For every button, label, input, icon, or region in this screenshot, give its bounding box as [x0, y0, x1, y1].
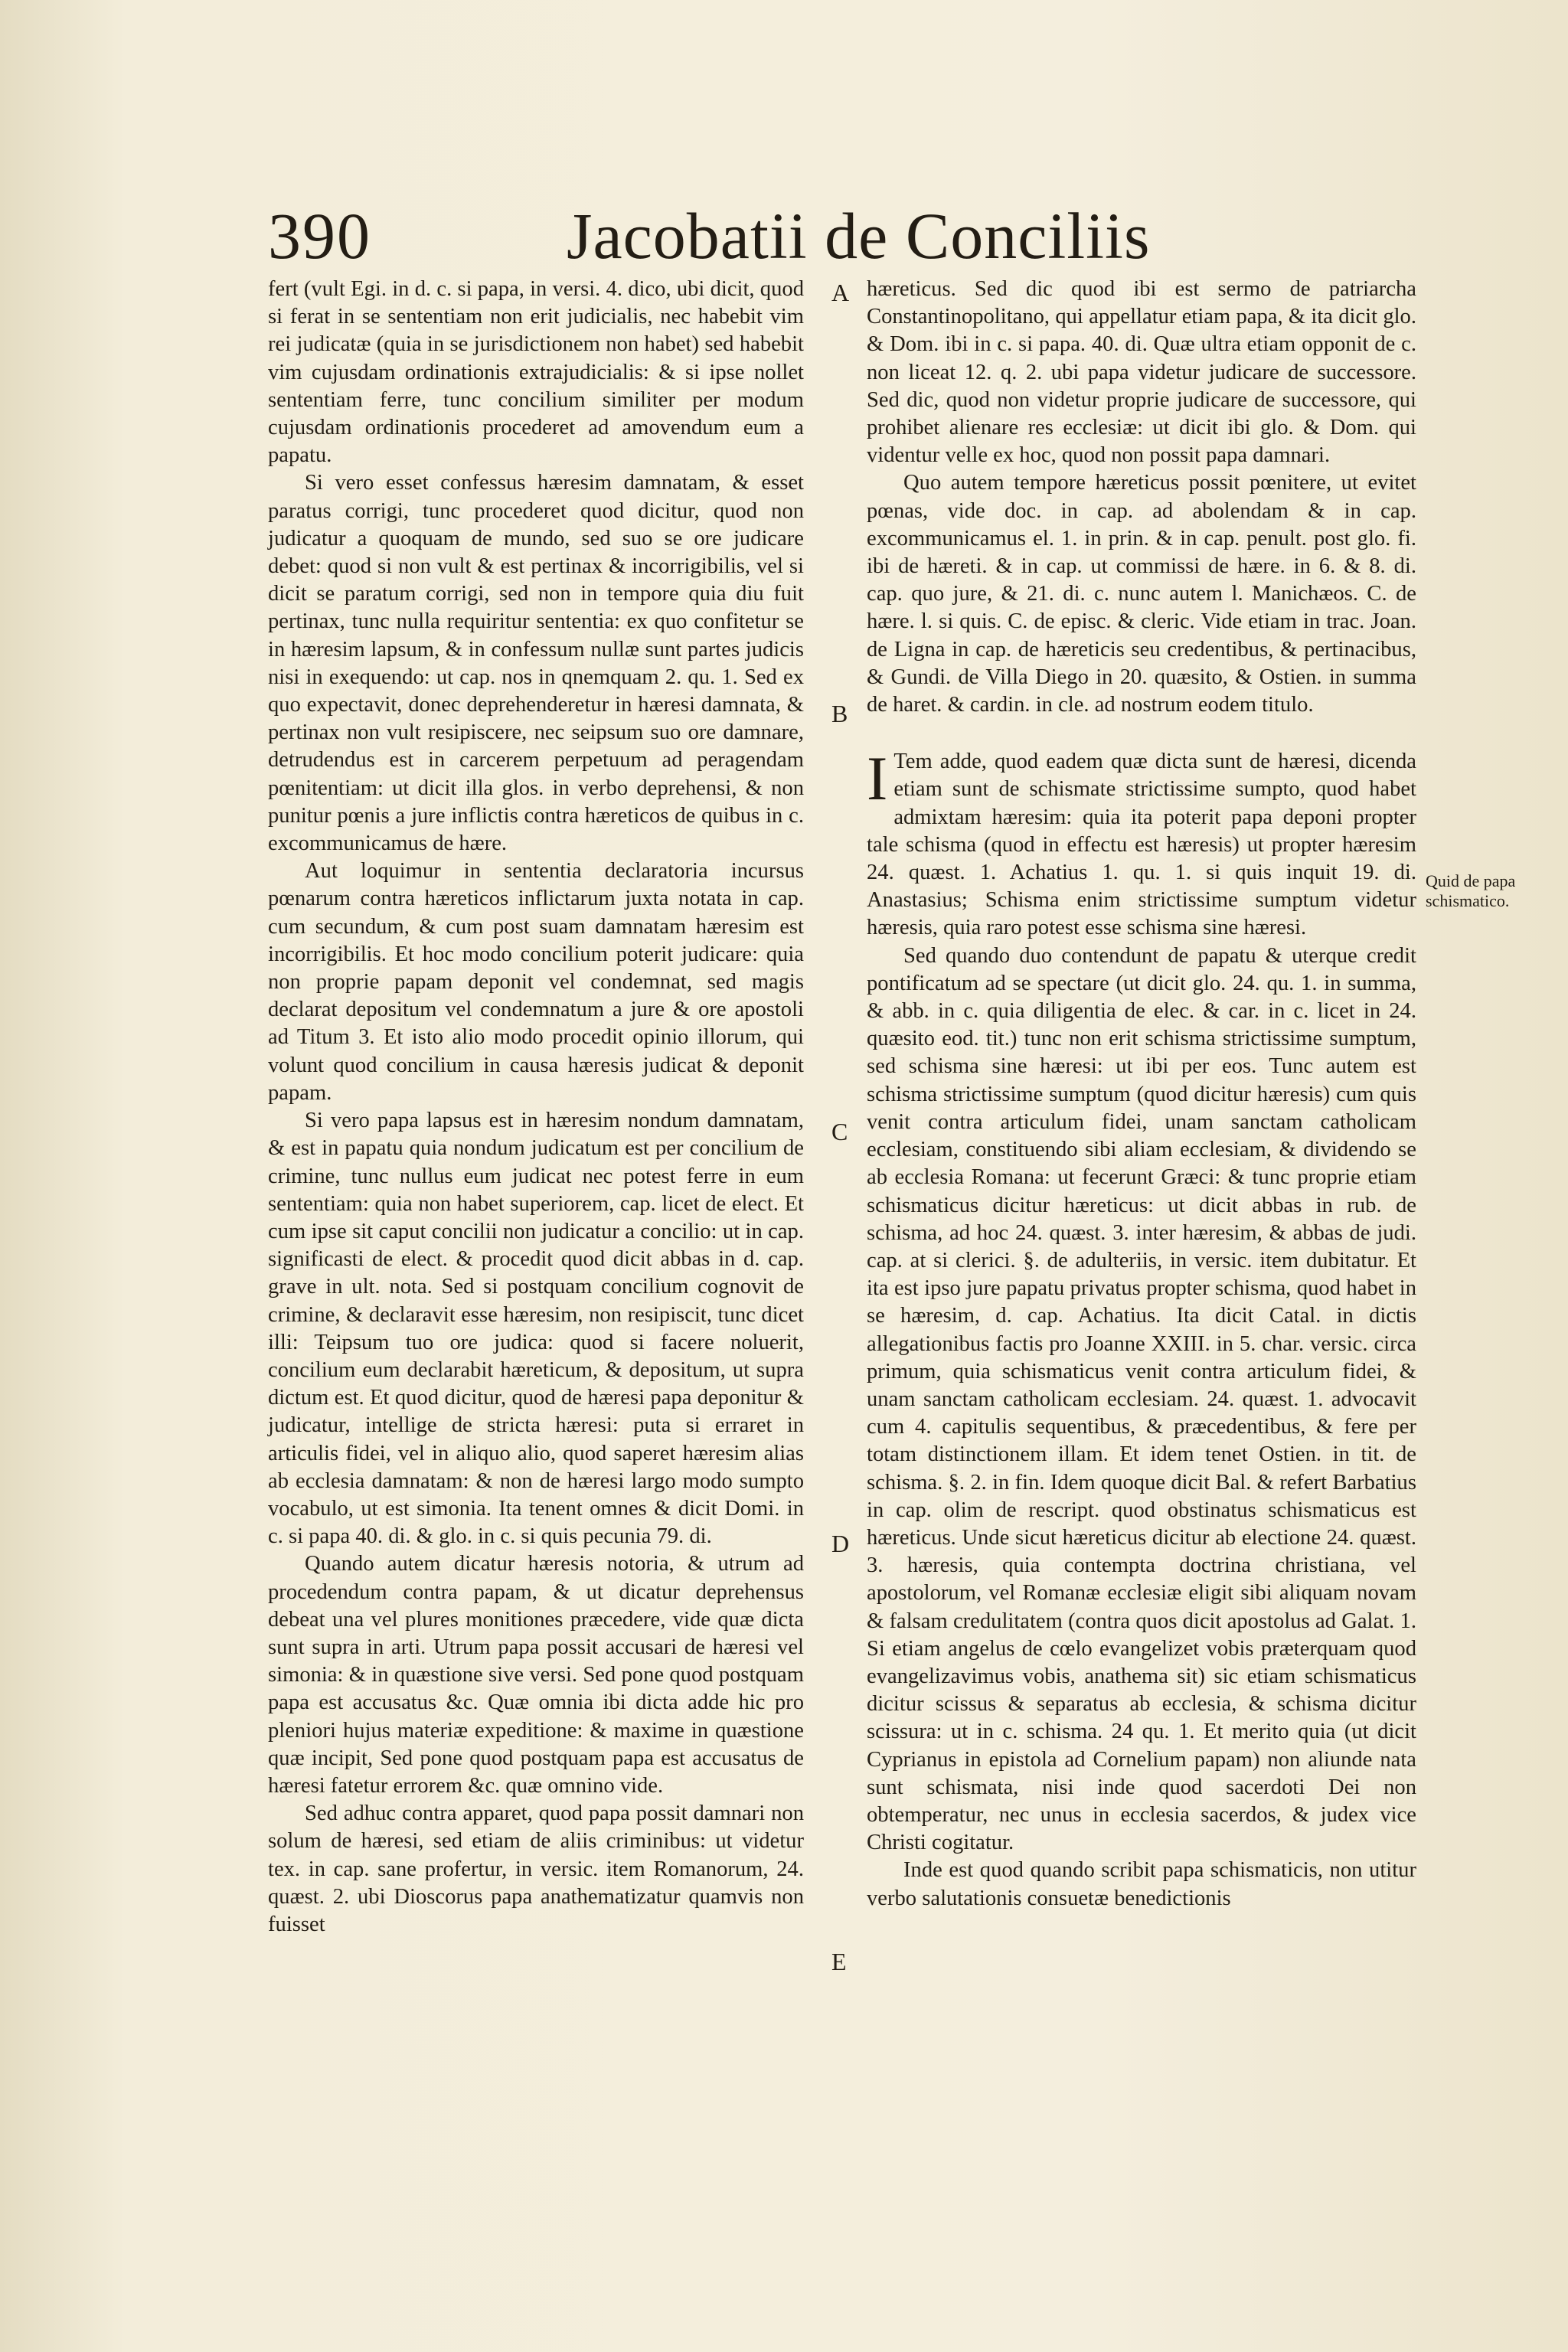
- paragraph: Sed quando duo contendunt de papatu & uterque credit pontificatum ad se spectare (ut dicit glo. 24. qu. 1. in summa, & abb. in c. quia diligentia de elec. & car. in c. licet in 24. quæsito eod. tit.) tunc non erit schisma strictissime sumptum, sed schisma sine hæresi: ut ibi per eos. Tunc autem est schisma strictissime sumptum (quod dicitur hæresis) cum quis venit contra articulum fidei, unam sanctam catholicam ecclesiam, constituendo sibi aliam ecclesiam, & dividendo se ab ecclesia Romana: ut fecerunt Græci: & tunc proprie etiam schismaticus dicitur hæreticus: ut dicit abbas in rub. de schisma, ad hoc 24. quæst. 3. inter hæresim, & abbas de judi. cap. at si clerici. §. de adulteriis, in versic. item dubitatur. Et ita est ipso jure papatu privatus propter schisma, quod habet in se hæresim, d. cap. Achatius. Ita dicit Catal. in dictis allegationibus factis pro Joanne XXIII. in 5. char. versic. circa primum, quia schismaticus venit contra articulum fidei, & unam sanctam catholicam ecclesiam. 24. quæst. 1. advocavit cum 4. capitulis sequentibus, & præcedentibus, & fere per totam distinctionem illam. Et idem tenet Ostien. in tit. de schisma. §. 2. in fin. Idem quoque dicit Bal. & refert Barbatius in cap. olim de rescript. quod obstinatus schismaticus est hæreticus. Unde sicut hæreticus dicitur ab electione 24. quæst. 3. hæresis, quia contempta doctrina christiana, vel apostolorum, vel Romanæ ecclesiæ eligit sibi aliquam novam & falsam credulitatem (contra quos dicit apostolus ad Galat. 1. Si etiam angelus de cœlo evangelizet vobis præterquam quod evangelizavimus vobis, anathema sit) sic etiam schismaticus dicitur scissus & separatus ab ecclesia, & schisma dicitur scissura: ut in c. schisma. 24 qu. 1. Et merito quia (ut dicit Cyprianus in epistola ad Cornelium papam) non aliunde nata sunt schismata, nisi inde quod sacerdoti Dei non obtemperatur, nec unus in ecclesia sacerdos, & judex vice Christi cogitatur.: [867, 943, 1416, 1855]
- drop-cap: I: [867, 743, 888, 814]
- margin-letter-e: E: [831, 1948, 847, 1975]
- page-header: [0, 198, 1568, 274]
- paragraph: Inde est quod quando scribit papa schismaticis, non utitur verbo salutationis consuetæ benedictionis: [867, 1858, 1416, 1910]
- margin-letter-b: B: [831, 700, 848, 727]
- paragraph: hæreticus. Sed dic quod ibi est sermo de patriarcha Constantinopolitano, qui appellatur etiam papa, & ita dicit glo. & Dom. ibi in c. si papa. 40. di. Quæ ultra etiam opponit de c. non liceat 12. q. 2. ubi papa videtur judicare de successore. Sed dic, quod non videtur proprie judicare de successore, qui prohibet alienare res ecclesiæ: ut dicit ibi glo. & Dom. qui videntur velle ex hoc, quod non possit papa damnari.: [867, 277, 1416, 468]
- paragraph: Si vero esset confessus hæresim damnatam, & esset paratus corrigi, tunc procederet quod dicitur, quod non judicatur a quoquam de mundo, sed suo se ore judicare debet: quod si non vult & est pertinax & incorrigibilis, vel si dicit se paratum corrigi, sed non in tempore quia diu fuit pertinax, tunc nulla requiritur sententia: ex quo confitetur se in hæresim lapsum, & in confessum nullæ sunt partes judicis nisi in exequendo: ut cap. nos in qnemquam 2. qu. 1. Sed ex quo expectavit, donec deprehenderetur in hæresi damnata, & pertinax non vult resipiscere, nec seipsum suo ore damnare, detrudendus est in carcerem perpetuum ad peragendam pœnitentiam: ut dicit illa glos. in verbo deprehensi, & non punitur pœnis a jure inflictis contra hæreticos de quibus in c. excommunicamus de hære.: [268, 471, 804, 856]
- paragraph: Quando autem dicatur hæresis notoria, & utrum ad procedendum contra papam, & ut dicatur deprehensus debeat una vel plures monitiones præcedere, vide quæ dicta sunt supra in arti. Utrum papa possit accusari de hæresi vel simonia: & in quæstione sive versi. Sed pone quod postquam papa est accusatus &c. Quæ omnia ibi dicta adde hic pro pleniori hujus materiæ expeditione: & maxime in quæstione quæ incipit, Sed pone quod postquam papa est accusatus de hæresi fatetur errorem &c. quæ omnino vide.: [268, 1552, 804, 1798]
- paragraph: Si vero papa lapsus est in hæresim nondum damnatam, & est in papatu quia nondum judicatum est per concilium de crimine, tunc nullus eum judicat nec potest ferre in eum sententiam: quia non habet superiorem, cap. licet de elect. Et cum ipse sit caput concilii non judicatur a concilio: ut in cap. significasti de elect. & procedit quod dicit abbas in d. cap. grave in ult. nota. Sed si postquam concilium cognovit de crimine, & declaravit esse hæresim, non resipiscit, tunc dicet illi: Teipsum tuo ore judica: quod si facere noluerit, concilium eum declarabit hæreticum, & depositum, ut supra dictum est. Et quod dicitur, quod de hæresi papa deponitur & judicatur, intellige de stricta hæresi: puta si erraret in articulis fidei, vel in aliquo alio, quod saperet hæresim alias ab ecclesia damnatam: & non de hæresi largo modo sumpto vocabulo, ut est simonia. Ita tenent omnes & dicit Domi. in c. si papa 40. di. & glo. in c. si quis pecunia 79. di.: [268, 1109, 804, 1549]
- paragraph: Sed adhuc contra apparet, quod papa possit damnari non solum de hæresi, sed etiam de aliis criminibus: ut videtur tex. in cap. sane profertur, in versic. item Romanorum, 24. quæst. 2. ubi Dioscorus papa anathematizatur quamvis non fuisset: [268, 1802, 804, 1936]
- right-column: [867, 276, 1416, 1913]
- margin-letter-d: D: [831, 1530, 850, 1557]
- paragraph: Quo autem tempore hæreticus possit pœnitere, ut evitet pœnas, vide doc. in cap. ad abolendam & in cap. excommunicamus el. 1. in prin. & in cap. penult. post glo. fi. ibi de hæreti. & in cap. ut commissi de hære. in 6. & 8. di. cap. quo jure, & 21. di. c. nunc autem l. Manichæos. C. de hære. l. si quis. C. de episc. & cleric. Vide etiam in trac. Joan. de Ligna in cap. de hæreticis seu credentibus, & pertinacibus, & Gundi. de Villa Diego in 20. quæsito, & Ostien. in summa de haret. & cardin. in cle. ad nostrum eodem titulo.: [867, 471, 1416, 717]
- left-column: [268, 276, 804, 1939]
- paragraph: Aut loquimur in sententia declaratoria incursus pœnarum contra hæreticos inflictarum juxta notata in cap. cum secundum, & cum post suam damnatam hæresim est incorrigibilis. Et hoc modo concilium poterit judicare: quia non proprie papam deponit vel condemnat, sed magis declarat depositum vel condemnatum a jure & ore apostoli ad Titum 3. Et isto alio modo procedit opinio illorum, qui volunt quod concilium in causa hæresis judicat & deponit papam.: [268, 859, 804, 1105]
- paragraph-text: Tem adde, quod eadem quæ dicta sunt de hæresi, dicenda etiam sunt de schismate strictissime sumpto, quod habet admixtam hæresim: quia ita poterit papa deponi propter tale schisma (quod in effectu est hæresis) ut propter hæresim 24. quæst. 1. Achatius 1. qu. 1. si quis inquit 19. di. Anastasius; Schisma enim strictissime sumptum videtur hæresis, quia raro potest esse schisma sine hæresi.: [867, 750, 1416, 940]
- section-paragraph: [867, 743, 1416, 942]
- page-number: 390: [268, 199, 371, 273]
- paragraph: fert (vult Egi. in d. c. si papa, in versi. 4. dico, ubi dicit, quod si ferat in se sententiam non erit judicialis, nec habebit vim rei judicatæ (quia in se jurisdictionem non habet) sed habebit vim cujusdam ordinationis extrajudicialis: & si ipse nollet sententiam ferre, tunc concilium similiter per modum cujusdam ordinationis procederet ad amovendum eum a papatu.: [268, 277, 804, 468]
- running-title: Jacobatii de Conciliis: [567, 199, 1151, 273]
- margin-letter-a: A: [831, 279, 850, 306]
- margin-letter-c: C: [831, 1118, 848, 1145]
- side-note: Quid de papa schismatico.: [1426, 871, 1516, 910]
